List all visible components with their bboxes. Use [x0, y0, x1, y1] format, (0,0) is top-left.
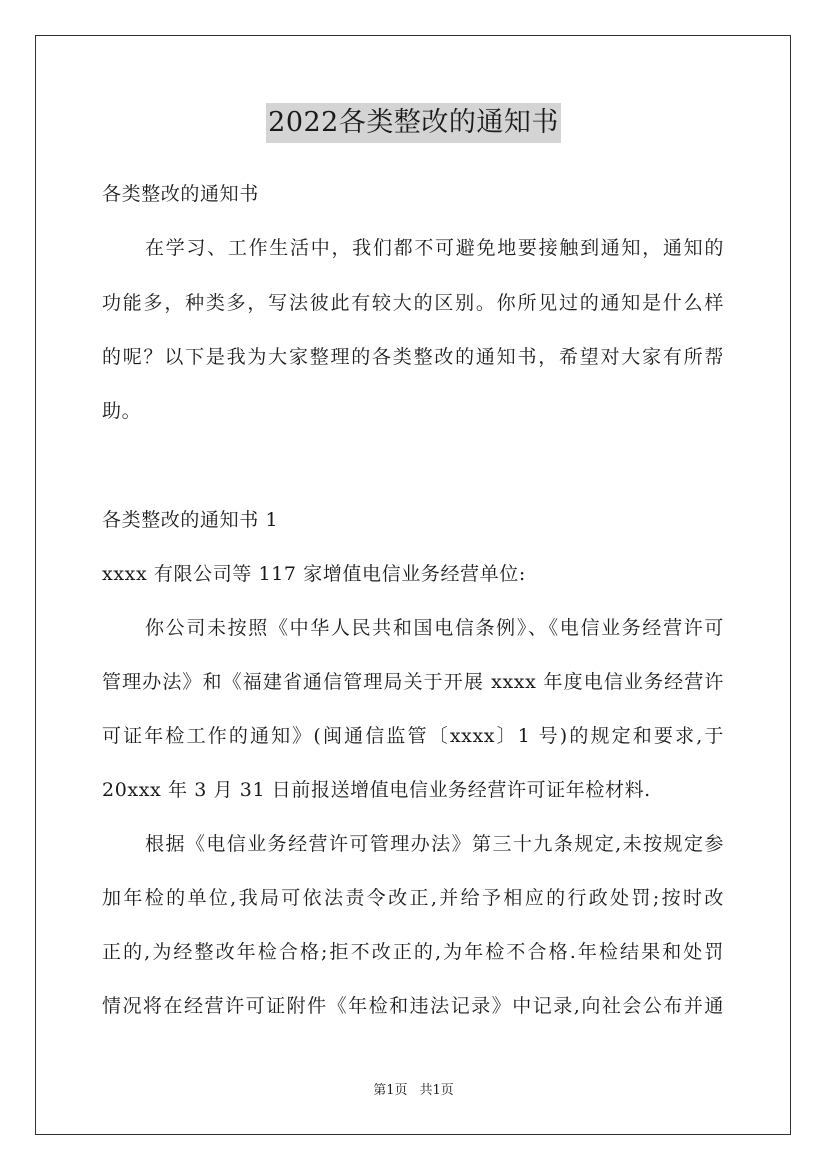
- document-title: 2022各类整改的通知书: [266, 103, 561, 143]
- paragraph-line: 正的,为经整改年检合格;拒不改正的,为年检不合格.年检结果和处罚: [102, 941, 724, 963]
- paragraph-line: 20xxx 年 3 月 31 日前报送增值电信业务经营许可证年检材料.: [102, 779, 651, 801]
- paragraph-line: 你公司未按照《中华人民共和国电信条例》、《电信业务经营许可: [145, 617, 724, 639]
- paragraph-line: 情况将在经营许可证附件《年检和违法记录》中记录,向社会公布并通: [102, 995, 724, 1017]
- paragraph-line: 管理办法》和《福建省通信管理局关于开展 xxxx 年度电信业务经营许: [102, 671, 724, 693]
- page-footer: [0, 1082, 827, 1100]
- paragraph-line: 加年检的单位,我局可依法责令改正,并给予相应的行政处罚;按时改: [102, 887, 724, 909]
- document-subtitle: 各类整改的通知书: [102, 183, 259, 205]
- section-heading: 各类整改的通知书 1: [102, 509, 279, 531]
- intro-line: 功能多，种类多，写法彼此有较大的区别。你所见过的通知是什么样: [102, 292, 724, 314]
- intro-line: 在学习、工作生活中，我们都不可避免地要接触到通知，通知的: [145, 237, 724, 259]
- paragraph-line: 根据《电信业务经营许可管理办法》第三十九条规定,未按规定参: [145, 833, 724, 855]
- intro-line: 助。: [102, 400, 142, 422]
- document-title-wrap: [0, 103, 827, 143]
- salutation: xxxx 有限公司等 117 家增值电信业务经营单位:: [102, 563, 526, 585]
- page-total: 共1页: [419, 1083, 454, 1098]
- paragraph-line: 可证年检工作的通知》(闽通信监管〔xxxx〕1 号)的规定和要求,于: [102, 725, 724, 747]
- intro-line: 的呢？以下是我为大家整理的各类整改的通知书，希望对大家有所帮: [102, 346, 724, 368]
- page-number: 第1页: [373, 1083, 408, 1098]
